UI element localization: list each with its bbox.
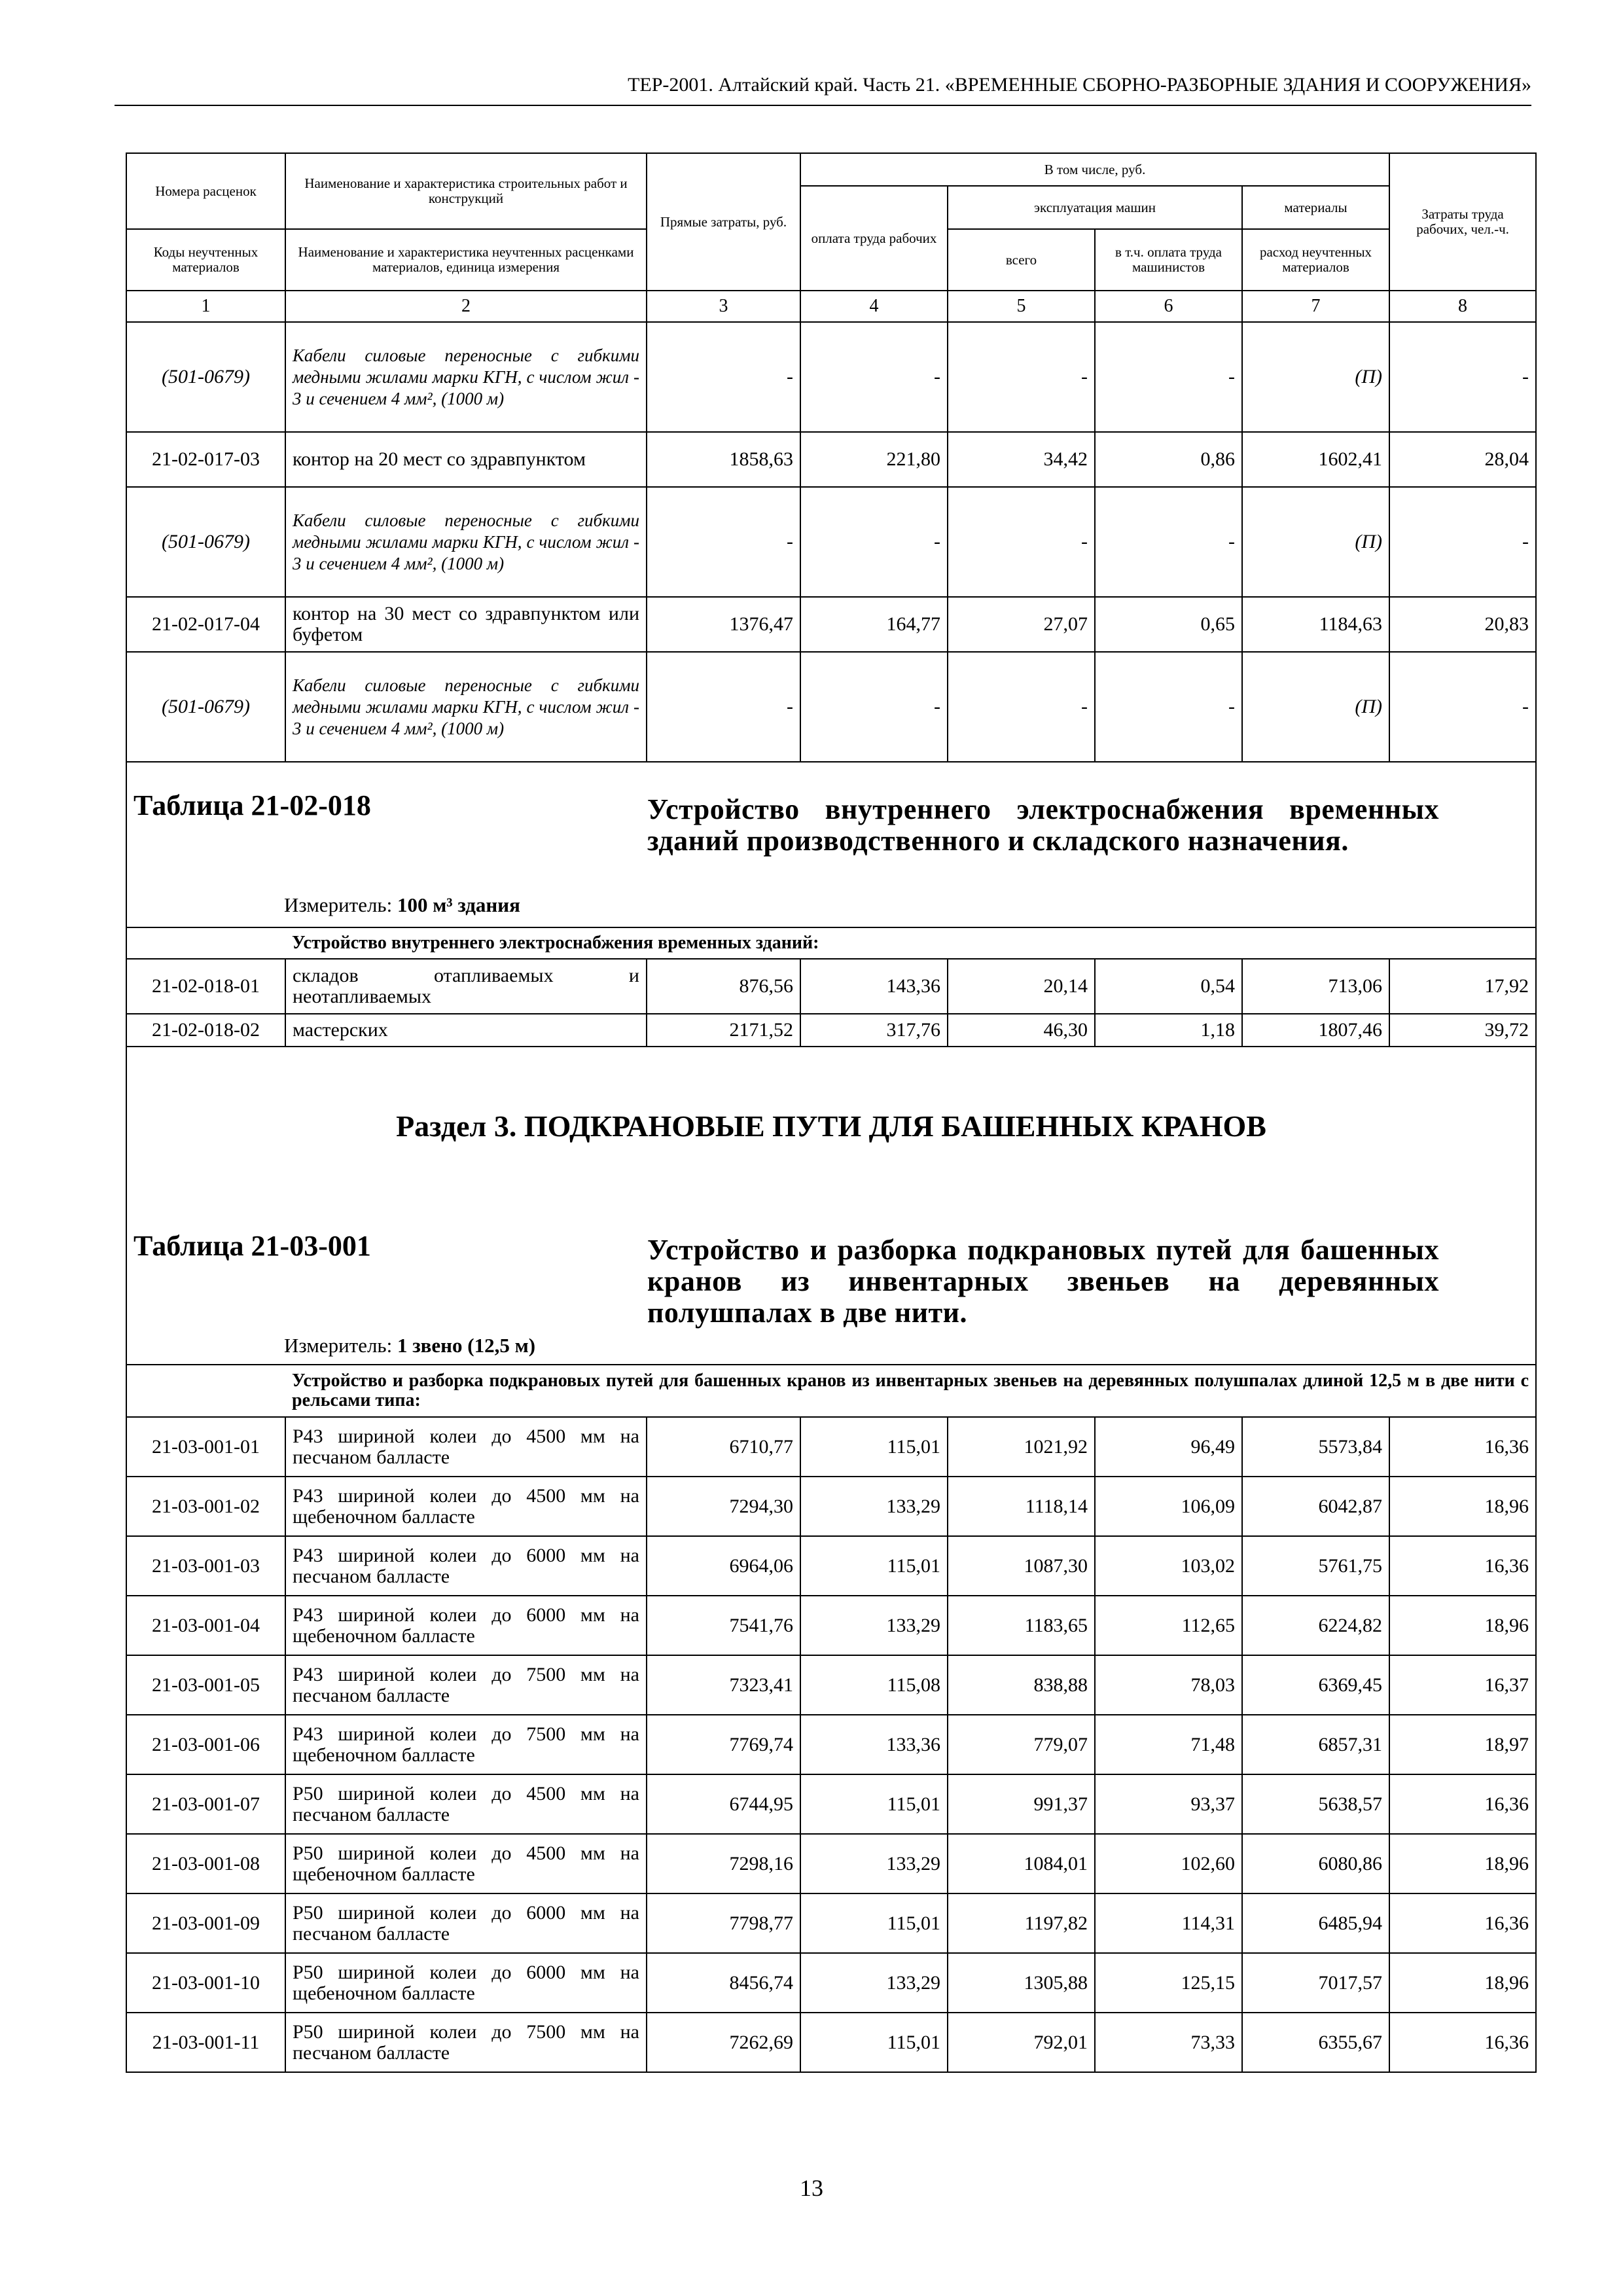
rate-code: 21-02-018-01 [126, 959, 285, 1014]
table-row [126, 1893, 1536, 1953]
cell-materials: 5761,75 [1242, 1536, 1389, 1596]
cell-wages: 133,29 [800, 1596, 948, 1655]
cell-labor: 18,96 [1389, 1477, 1536, 1536]
material-code: (501-0679) [126, 487, 285, 597]
table-018-meter [284, 893, 520, 917]
cell-direct-costs: 7294,30 [647, 1477, 800, 1536]
col-header-operator-wages: в т.ч. оплата труда машинистов [1095, 229, 1242, 291]
cell-dash: - [800, 322, 948, 432]
cell-direct-costs: 7298,16 [647, 1834, 800, 1893]
cell-direct-costs: 7541,76 [647, 1596, 800, 1655]
rate-code: 21-03-001-04 [126, 1596, 285, 1655]
col-number: 4 [800, 291, 948, 322]
col-header-machines-total: всего [948, 229, 1095, 291]
cell-wages: 164,77 [800, 597, 948, 652]
rate-code: 21-03-001-05 [126, 1655, 285, 1715]
work-name: мастерских [285, 1014, 647, 1047]
col-header-material-names: Наименование и характеристика неучтенных расценками материалов, единица измерения [285, 229, 647, 291]
table-row [126, 1536, 1536, 1596]
cell-materials: 6042,87 [1242, 1477, 1389, 1536]
cell-direct-costs: 2171,52 [647, 1014, 800, 1047]
work-name: контор на 30 мест со здравпунктом или буфетом [285, 597, 647, 652]
page-number: 13 [800, 2175, 823, 2201]
rates-table [126, 152, 1537, 2073]
cell-wages: 115,01 [800, 2013, 948, 2072]
cell-operator-wages: 0,54 [1095, 959, 1242, 1014]
table-001-title: Устройство и разборка подкрановых путей для башенных кранов из инвентарных звеньев на деревянных полушпалах в две нити. [647, 1234, 1439, 1329]
rate-code: 21-03-001-11 [126, 2013, 285, 2072]
cell-dash: - [647, 487, 800, 597]
col-number: 5 [948, 291, 1095, 322]
table-row [126, 1014, 1536, 1047]
col-number: 1 [126, 291, 285, 322]
section-block [126, 1047, 1536, 1365]
work-name: Р50 шириной колеи до 6000 мм на щебеночном балласте [285, 1953, 647, 2013]
work-name: контор на 20 мест со здравпунктом [285, 432, 647, 487]
meter-value: 100 м³ здания [397, 893, 520, 916]
rate-code: 21-03-001-07 [126, 1774, 285, 1834]
meter-label: Измеритель: [284, 893, 393, 916]
meter-label: Измеритель: [284, 1334, 393, 1357]
cell-wages: 115,01 [800, 1536, 948, 1596]
col-number: 8 [1389, 291, 1536, 322]
cell-operator-wages: 78,03 [1095, 1655, 1242, 1715]
material-row [126, 487, 1536, 597]
cell-direct-costs: 6744,95 [647, 1774, 800, 1834]
table-row [126, 597, 1536, 652]
cell-material-mark: (П) [1242, 322, 1389, 432]
table-row [126, 1655, 1536, 1715]
table-001-label: Таблица 21-03-001 [134, 1230, 371, 1262]
rate-code: 21-03-001-06 [126, 1715, 285, 1774]
table-row [126, 959, 1536, 1014]
cell-labor: 16,36 [1389, 1893, 1536, 1953]
cell-labor: 16,36 [1389, 1536, 1536, 1596]
cell-dash: - [1389, 652, 1536, 762]
work-name: Р43 шириной колеи до 7500 мм на щебеночном балласте [285, 1715, 647, 1774]
cell-direct-costs: 8456,74 [647, 1953, 800, 2013]
rate-code: 21-03-001-08 [126, 1834, 285, 1893]
subheading-spacer [126, 927, 285, 959]
cell-machines-total: 1305,88 [948, 1953, 1095, 2013]
cell-dash: - [1389, 322, 1536, 432]
material-row [126, 652, 1536, 762]
col-number: 2 [285, 291, 647, 322]
cell-machines-total: 34,42 [948, 432, 1095, 487]
col-header-group: В том числе, руб. [800, 153, 1389, 186]
table-018-title: Устройство внутреннего электроснабжения временных зданий производственного и складского назначения. [647, 793, 1439, 857]
work-name: Р50 шириной колеи до 4500 мм на песчаном балласте [285, 1774, 647, 1834]
rate-code: 21-03-001-03 [126, 1536, 285, 1596]
material-name: Кабели силовые переносные с гибкими медными жилами марки КГН, с числом жил - 3 и сечением 4 мм², (1000 м) [285, 652, 647, 762]
cell-wages: 143,36 [800, 959, 948, 1014]
section-title: Раздел 3. ПОДКРАНОВЫЕ ПУТИ ДЛЯ БАШЕННЫХ КРАНОВ [396, 1109, 1266, 1143]
cell-machines-total: 1087,30 [948, 1536, 1095, 1596]
work-name: Р50 шириной колеи до 7500 мм на песчаном балласте [285, 2013, 647, 2072]
cell-operator-wages: 112,65 [1095, 1596, 1242, 1655]
cell-dash: - [800, 487, 948, 597]
material-row [126, 322, 1536, 432]
cell-machines-total: 46,30 [948, 1014, 1095, 1047]
cell-materials: 1184,63 [1242, 597, 1389, 652]
cell-materials: 5573,84 [1242, 1417, 1389, 1477]
cell-direct-costs: 6964,06 [647, 1536, 800, 1596]
cell-wages: 133,29 [800, 1953, 948, 2013]
cell-dash: - [1095, 652, 1242, 762]
work-name: Р50 шириной колеи до 4500 мм на щебеночном балласте [285, 1834, 647, 1893]
table-row [126, 1953, 1536, 2013]
cell-labor: 16,36 [1389, 1774, 1536, 1834]
running-header: ТЕР-2001. Алтайский край. Часть 21. «ВРЕМЕННЫЕ СБОРНО-РАЗБОРНЫЕ ЗДАНИЯ И СООРУЖЕНИЯ» [115, 71, 1531, 106]
cell-labor: 18,96 [1389, 1596, 1536, 1655]
col-header-wages: оплата труда рабочих [800, 186, 948, 291]
table-018-subheading: Устройство внутреннего электроснабжения временных зданий: [285, 927, 1536, 959]
cell-dash: - [647, 652, 800, 762]
cell-machines-total: 1183,65 [948, 1596, 1095, 1655]
col-header-machines: эксплуатация машин [948, 186, 1242, 229]
col-number: 7 [1242, 291, 1389, 322]
material-code: (501-0679) [126, 652, 285, 762]
col-number: 3 [647, 291, 800, 322]
rate-code: 21-03-001-01 [126, 1417, 285, 1477]
cell-operator-wages: 114,31 [1095, 1893, 1242, 1953]
table-row [126, 432, 1536, 487]
cell-operator-wages: 1,18 [1095, 1014, 1242, 1047]
cell-operator-wages: 102,60 [1095, 1834, 1242, 1893]
work-name: складов отапливаемых и неотапливаемых [285, 959, 647, 1014]
cell-dash: - [1389, 487, 1536, 597]
rate-code: 21-03-001-10 [126, 1953, 285, 2013]
col-header-materials: материалы [1242, 186, 1389, 229]
cell-direct-costs: 7798,77 [647, 1893, 800, 1953]
cell-labor: 16,36 [1389, 1417, 1536, 1477]
col-number: 6 [1095, 291, 1242, 322]
col-header-labor: Затраты труда рабочих, чел.-ч. [1389, 153, 1536, 291]
cell-operator-wages: 96,49 [1095, 1417, 1242, 1477]
col-header-rate-number: Номера расценок [126, 153, 285, 229]
table-row [126, 1834, 1536, 1893]
meter-value: 1 звено (12,5 м) [397, 1334, 536, 1357]
cell-labor: 18,97 [1389, 1715, 1536, 1774]
cell-materials: 6224,82 [1242, 1596, 1389, 1655]
rate-code: 21-02-017-03 [126, 432, 285, 487]
cell-wages: 221,80 [800, 432, 948, 487]
table-001-meter [284, 1334, 535, 1357]
cell-materials: 5638,57 [1242, 1774, 1389, 1834]
cell-materials: 7017,57 [1242, 1953, 1389, 2013]
cell-wages: 115,08 [800, 1655, 948, 1715]
cell-machines-total: 1197,82 [948, 1893, 1095, 1953]
cell-machines-total: 779,07 [948, 1715, 1095, 1774]
cell-materials: 6485,94 [1242, 1893, 1389, 1953]
cell-materials: 6857,31 [1242, 1715, 1389, 1774]
cell-materials: 1807,46 [1242, 1014, 1389, 1047]
cell-labor: 39,72 [1389, 1014, 1536, 1047]
cell-machines-total: 1118,14 [948, 1477, 1095, 1536]
cell-dash: - [948, 652, 1095, 762]
cell-direct-costs: 7323,41 [647, 1655, 800, 1715]
cell-labor: 17,92 [1389, 959, 1536, 1014]
cell-wages: 115,01 [800, 1774, 948, 1834]
cell-labor: 16,36 [1389, 2013, 1536, 2072]
cell-wages: 115,01 [800, 1893, 948, 1953]
work-name: Р50 шириной колеи до 6000 мм на песчаном балласте [285, 1893, 647, 1953]
rate-code: 21-03-001-09 [126, 1893, 285, 1953]
col-header-direct-costs: Прямые затраты, руб. [647, 153, 800, 291]
cell-materials: 6355,67 [1242, 2013, 1389, 2072]
cell-machines-total: 27,07 [948, 597, 1095, 652]
cell-machines-total: 792,01 [948, 2013, 1095, 2072]
material-name: Кабели силовые переносные с гибкими медными жилами марки КГН, с числом жил - 3 и сечением 4 мм², (1000 м) [285, 487, 647, 597]
cell-dash: - [948, 322, 1095, 432]
cell-dash: - [1095, 487, 1242, 597]
cell-operator-wages: 106,09 [1095, 1477, 1242, 1536]
table-018-title-block [126, 762, 1536, 927]
cell-wages: 133,29 [800, 1834, 948, 1893]
cell-direct-costs: 1858,63 [647, 432, 800, 487]
cell-operator-wages: 125,15 [1095, 1953, 1242, 2013]
cell-operator-wages: 103,02 [1095, 1536, 1242, 1596]
cell-materials: 713,06 [1242, 959, 1389, 1014]
cell-direct-costs: 876,56 [647, 959, 800, 1014]
col-header-material-codes: Коды неучтенных материалов [126, 229, 285, 291]
rate-code: 21-03-001-02 [126, 1477, 285, 1536]
cell-materials: 6080,86 [1242, 1834, 1389, 1893]
rate-code: 21-02-017-04 [126, 597, 285, 652]
work-name: Р43 шириной колеи до 4500 мм на щебеночном балласте [285, 1477, 647, 1536]
cell-labor: 18,96 [1389, 1834, 1536, 1893]
cell-machines-total: 838,88 [948, 1655, 1095, 1715]
cell-dash: - [948, 487, 1095, 597]
table-018-label: Таблица 21-02-018 [134, 789, 371, 821]
cell-machines-total: 20,14 [948, 959, 1095, 1014]
rate-code: 21-02-018-02 [126, 1014, 285, 1047]
table-row [126, 2013, 1536, 2072]
cell-wages: 317,76 [800, 1014, 948, 1047]
cell-materials: 6369,45 [1242, 1655, 1389, 1715]
table-001-subheading: Устройство и разборка подкрановых путей для башенных кранов из инвентарных звеньев на деревянных полушпалах длиной 12,5 м в две нити с рельсами типа: [285, 1365, 1536, 1417]
table-row [126, 1596, 1536, 1655]
cell-machines-total: 991,37 [948, 1774, 1095, 1834]
cell-direct-costs: 7262,69 [647, 2013, 800, 2072]
cell-materials: 1602,41 [1242, 432, 1389, 487]
cell-material-mark: (П) [1242, 652, 1389, 762]
material-code: (501-0679) [126, 322, 285, 432]
work-name: Р43 шириной колеи до 4500 мм на песчаном балласте [285, 1417, 647, 1477]
cell-machines-total: 1021,92 [948, 1417, 1095, 1477]
cell-dash: - [647, 322, 800, 432]
table-row [126, 1477, 1536, 1536]
table-row [126, 1715, 1536, 1774]
cell-labor: 18,96 [1389, 1953, 1536, 2013]
cell-labor: 20,83 [1389, 597, 1536, 652]
cell-operator-wages: 71,48 [1095, 1715, 1242, 1774]
cell-operator-wages: 0,86 [1095, 432, 1242, 487]
work-name: Р43 шириной колеи до 6000 мм на песчаном балласте [285, 1536, 647, 1596]
subheading-spacer [126, 1365, 285, 1417]
table-row [126, 1417, 1536, 1477]
col-header-work-name: Наименование и характеристика строительных работ и конструкций [285, 153, 647, 229]
table-row [126, 1774, 1536, 1834]
cell-labor: 28,04 [1389, 432, 1536, 487]
col-header-material-usage: расход неучтенных материалов [1242, 229, 1389, 291]
cell-machines-total: 1084,01 [948, 1834, 1095, 1893]
cell-direct-costs: 1376,47 [647, 597, 800, 652]
cell-wages: 133,29 [800, 1477, 948, 1536]
cell-dash: - [800, 652, 948, 762]
work-name: Р43 шириной колеи до 6000 мм на щебеночном балласте [285, 1596, 647, 1655]
cell-operator-wages: 73,33 [1095, 2013, 1242, 2072]
cell-material-mark: (П) [1242, 487, 1389, 597]
work-name: Р43 шириной колеи до 7500 мм на песчаном балласте [285, 1655, 647, 1715]
cell-direct-costs: 7769,74 [647, 1715, 800, 1774]
material-name: Кабели силовые переносные с гибкими медными жилами марки КГН, с числом жил - 3 и сечением 4 мм², (1000 м) [285, 322, 647, 432]
cell-direct-costs: 6710,77 [647, 1417, 800, 1477]
cell-dash: - [1095, 322, 1242, 432]
cell-operator-wages: 93,37 [1095, 1774, 1242, 1834]
cell-labor: 16,37 [1389, 1655, 1536, 1715]
cell-wages: 115,01 [800, 1417, 948, 1477]
cell-operator-wages: 0,65 [1095, 597, 1242, 652]
cell-wages: 133,36 [800, 1715, 948, 1774]
